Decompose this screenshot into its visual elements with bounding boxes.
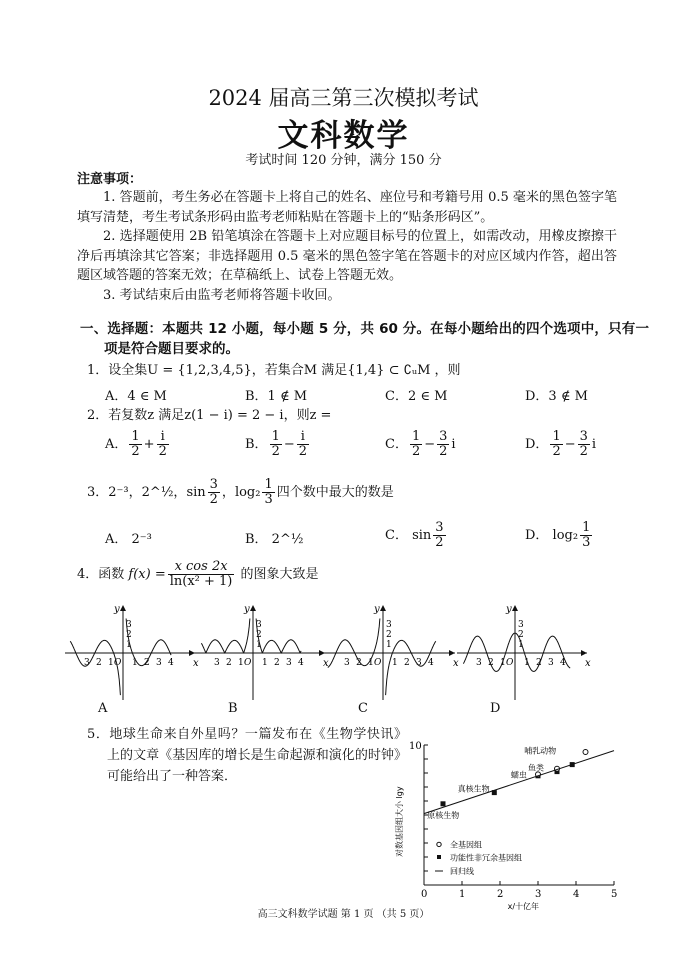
section-heading: 一、选择题：本题共 12 小题，每小题 5 分，共 60 分。在每小题给出的四个选项中，只有一项是符合题目要求的。 bbox=[80, 321, 649, 357]
data-point-filled bbox=[441, 801, 446, 806]
q3-sep: ， bbox=[221, 485, 235, 500]
q2-suffix: i bbox=[451, 437, 456, 452]
q2-den1: 2 bbox=[552, 444, 561, 459]
q2-num2: 3 bbox=[439, 429, 448, 444]
x-tick-label: 3 bbox=[476, 658, 482, 668]
q3-sep: ， bbox=[128, 485, 142, 500]
origin-label: O bbox=[244, 658, 252, 668]
function-curve bbox=[70, 619, 171, 696]
q2-num1: 1 bbox=[131, 429, 140, 444]
q2-option-label: C． bbox=[385, 437, 408, 452]
function-curve bbox=[328, 619, 436, 696]
annotation-label: 蠕虫 bbox=[510, 770, 527, 780]
x-tick-label: 1 bbox=[459, 889, 466, 900]
q3-sin-den: 2 bbox=[209, 492, 218, 507]
q3-option-d-den: 3 bbox=[582, 535, 591, 550]
function-curve bbox=[201, 619, 301, 653]
q2-num2: 3 bbox=[579, 429, 588, 444]
q3-stem bbox=[87, 478, 394, 507]
x-tick-label: 1 bbox=[262, 658, 268, 668]
annotation-label: 真核生物 bbox=[457, 784, 490, 794]
q3-log: log₂ bbox=[234, 485, 261, 500]
x-tick-label: 1 bbox=[238, 658, 244, 668]
q3-value-b: 2^½ bbox=[141, 485, 174, 500]
q3-option-c-den: 2 bbox=[435, 535, 444, 550]
x-axis-arrow-icon bbox=[581, 650, 587, 656]
q3-sin: sin bbox=[186, 485, 206, 500]
y-tick-label: 1 bbox=[126, 640, 132, 650]
x-tick-label: 2 bbox=[488, 658, 494, 668]
x-tick-label: 4 bbox=[560, 658, 566, 668]
x-tick-label: 3 bbox=[84, 658, 90, 668]
x-tick-label: 2 bbox=[536, 658, 542, 668]
q4-denominator: ln(x² + 1) bbox=[169, 574, 233, 589]
q2-option-d bbox=[525, 430, 596, 459]
q2-num1: 1 bbox=[552, 429, 561, 444]
x-tick-label: 1 bbox=[368, 658, 374, 668]
q2-option-label: D． bbox=[525, 437, 549, 452]
y-axis-arrow-icon bbox=[512, 605, 518, 611]
regression-line bbox=[424, 751, 614, 814]
graph-label-b: B bbox=[228, 701, 238, 716]
origin-label: O bbox=[374, 658, 382, 668]
x-axis-label: x bbox=[193, 658, 199, 669]
q2-op: − bbox=[283, 437, 295, 452]
q2-option-label: A． bbox=[105, 437, 128, 452]
x-tick-label: 4 bbox=[573, 889, 580, 900]
q4-suffix: 的图象大致是 bbox=[240, 567, 319, 582]
notice-heading: 注意事项： bbox=[77, 172, 143, 187]
y-axis-arrow-icon bbox=[120, 605, 126, 611]
x-axis-label: x bbox=[323, 658, 329, 669]
q3-sin-num: 3 bbox=[209, 477, 218, 492]
q3-option-c bbox=[385, 521, 448, 550]
exam-title: 2024 届高三第三次模拟考试 bbox=[208, 86, 479, 110]
annotation-label: 鱼类 bbox=[528, 763, 544, 773]
notice-item-1: 1. 答题前，考生务必在答题卡上将自己的姓名、座位号和考籍号用 0.5 毫米的黑色签字笔填写清楚，考生考试条形码由监考老师粘贴在答题卡上的“贴条形码区”。 bbox=[77, 190, 617, 225]
y-tick-label: 2 bbox=[518, 630, 524, 640]
q4-numerator: x cos 2x bbox=[168, 560, 235, 575]
x-tick-label: 5 bbox=[611, 889, 618, 900]
q3-option-c-num: 3 bbox=[435, 520, 444, 535]
q3-log-den: 3 bbox=[264, 492, 273, 507]
origin-label: O bbox=[506, 658, 514, 668]
graph-option-c bbox=[323, 600, 463, 705]
x-tick-label: 4 bbox=[298, 658, 304, 668]
y-axis-arrow-icon bbox=[380, 605, 386, 611]
x-axis-label: x bbox=[585, 658, 591, 669]
y-axis-label: y bbox=[506, 604, 512, 615]
q2-suffix: i bbox=[591, 437, 597, 452]
graph-label-a: A bbox=[98, 701, 108, 716]
x-tick-label: 2 bbox=[226, 658, 232, 668]
q2-option-b bbox=[245, 430, 311, 459]
y-tick-label: 1 bbox=[518, 640, 524, 650]
legend-filled-marker bbox=[437, 855, 441, 859]
q1-option-b: B．1 ∉ M bbox=[245, 389, 308, 404]
q3-option-c-label: C． sin bbox=[385, 528, 432, 543]
q3-option-d bbox=[525, 521, 594, 550]
q4-prefix: 4．函数 bbox=[77, 567, 125, 582]
x-tick-label: 1 bbox=[108, 658, 114, 668]
q2-den2: 2 bbox=[158, 444, 167, 459]
x-tick-label: 3 bbox=[156, 658, 162, 668]
exam-subject: 文科数学 bbox=[277, 118, 410, 154]
q3-option-b: B． 2^½ bbox=[245, 532, 304, 547]
q2-den1: 2 bbox=[411, 444, 421, 459]
q2-num2: i bbox=[157, 430, 169, 445]
q1-option-c: C．2 ∈ M bbox=[385, 389, 448, 404]
graph-label-d: D bbox=[490, 701, 501, 716]
q4-stem bbox=[77, 560, 319, 589]
x-tick-label: 1 bbox=[132, 658, 138, 668]
y-tick-label: 2 bbox=[256, 630, 262, 640]
q2-option-a bbox=[105, 430, 171, 459]
y-axis-arrow-icon bbox=[250, 605, 256, 611]
legend-label: 回归线 bbox=[450, 867, 474, 876]
q2-den2: 2 bbox=[579, 444, 588, 459]
origin-label: O bbox=[114, 658, 122, 668]
x-tick-label: 2 bbox=[404, 658, 410, 668]
y-axis-label: y bbox=[374, 604, 380, 615]
page-footer: 高三文科数学试题 第 1 页 （共 5 页） bbox=[257, 909, 430, 920]
y-axis-label: y bbox=[114, 604, 120, 615]
notice-item-3: 3. 考试结束后由监考老师将答题卡收回。 bbox=[103, 288, 341, 303]
q2-num1: 1 bbox=[271, 429, 280, 444]
legend-label: 全基因组 bbox=[450, 840, 482, 850]
x-tick-label: 2 bbox=[497, 889, 504, 900]
y-tick-label: 3 bbox=[518, 620, 524, 630]
y-tick-label: 10 bbox=[409, 741, 422, 752]
q3-value-a: 2⁻³ bbox=[108, 485, 129, 500]
y-tick-label: 1 bbox=[386, 640, 392, 650]
y-tick-label: 2 bbox=[386, 630, 392, 640]
q3-sep: ， bbox=[173, 485, 187, 500]
q3-option-a: A． 2⁻³ bbox=[105, 532, 152, 547]
q2-den1: 2 bbox=[131, 444, 140, 459]
q3-suffix: 四个数中最大的数是 bbox=[276, 485, 394, 500]
q2-num1: 1 bbox=[411, 429, 421, 444]
q2-op: − bbox=[424, 437, 436, 452]
x-tick-label: 1 bbox=[524, 658, 530, 668]
y-axis-label: 对数基因组大小 lgy bbox=[395, 786, 404, 857]
exam-time-info: 考试时间 120 分钟，满分 150 分 bbox=[245, 153, 442, 168]
q1-stem: 1．设全集U = {1,2,3,4,5}，若集合M 满足{1,4} ⊂ ∁ᵤM ，则 bbox=[87, 363, 461, 378]
q2-option-label: B． bbox=[245, 437, 268, 452]
x-tick-label: 2 bbox=[356, 658, 362, 668]
annotation-label: 哺乳动物 bbox=[524, 746, 557, 756]
y-tick-label: 1 bbox=[256, 640, 262, 650]
genome-growth-chart bbox=[370, 735, 640, 915]
q5-text: 5．地球生命来自外星吗？一篇发布在《生物学快讯》上的文章《基因库的增长是生命起源和演化的时钟》可能给出了一种答案． bbox=[87, 727, 407, 784]
x-tick-label: 2 bbox=[274, 658, 280, 668]
x-tick-label: 3 bbox=[416, 658, 422, 668]
x-tick-label: 2 bbox=[96, 658, 102, 668]
x-tick-label: 4 bbox=[168, 658, 174, 668]
q1-option-a: A．4 ∈ M bbox=[105, 389, 167, 404]
q3-option-d-num: 1 bbox=[582, 520, 591, 535]
q2-num2: i bbox=[297, 430, 309, 445]
x-tick-label: 1 bbox=[500, 658, 506, 668]
notice-item-2: 2. 选择题使用 2B 铅笔填涂在答题卡上对应题目标号的位置上，如需改动，用橡皮擦擦干净后再填涂其它答案；非选择题用 0.5 毫米的黑色签字笔在答题卡的对应区域内作答，超出答题区域答题的答案无效；在草稿纸上、试卷上答题无效。 bbox=[77, 229, 617, 283]
q4-fx: f(x) = bbox=[128, 567, 166, 582]
x-axis-label: x bbox=[453, 658, 459, 669]
q2-stem: 2．若复数z 满足z(1 − i) = 2 − i，则z = bbox=[87, 408, 332, 423]
x-tick-label: 3 bbox=[535, 889, 542, 900]
x-tick-label: 2 bbox=[144, 658, 150, 668]
graph-option-a bbox=[63, 600, 203, 705]
x-tick-label: 3 bbox=[344, 658, 350, 668]
y-tick-label: 3 bbox=[256, 620, 262, 630]
x-axis-label: x/十亿年 bbox=[507, 902, 540, 911]
q3-log-num: 1 bbox=[264, 477, 273, 492]
legend-open-marker bbox=[437, 842, 441, 846]
x-tick-label: 4 bbox=[428, 658, 434, 668]
y-tick-label: 3 bbox=[386, 620, 392, 630]
x-tick-label: 3 bbox=[548, 658, 554, 668]
data-point-open bbox=[583, 750, 588, 755]
y-tick-label: 3 bbox=[126, 620, 132, 630]
annotation-label: 原核生物 bbox=[427, 811, 460, 820]
q3-prefix: 3． bbox=[87, 485, 109, 500]
q2-option-c bbox=[385, 430, 456, 459]
q3-option-d-label: D． log₂ bbox=[525, 528, 579, 543]
q2-den2: 2 bbox=[439, 444, 448, 459]
q2-op: − bbox=[564, 437, 576, 452]
q2-op: + bbox=[143, 437, 155, 452]
q2-den2: 2 bbox=[298, 444, 308, 459]
graph-label-c: C bbox=[358, 701, 368, 716]
legend-label: 功能性非冗余基因组 bbox=[450, 853, 522, 863]
y-tick-label: 2 bbox=[126, 630, 132, 640]
x-tick-label: 3 bbox=[214, 658, 220, 668]
q1-option-d: D．3 ∉ M bbox=[525, 389, 588, 404]
graph-option-d bbox=[455, 600, 595, 705]
x-tick-label: 3 bbox=[286, 658, 292, 668]
y-axis-label: y bbox=[244, 604, 250, 615]
graph-option-b bbox=[193, 600, 333, 705]
q2-den1: 2 bbox=[271, 444, 280, 459]
x-tick-label: 1 bbox=[392, 658, 398, 668]
x-tick-label: 0 bbox=[421, 889, 428, 900]
